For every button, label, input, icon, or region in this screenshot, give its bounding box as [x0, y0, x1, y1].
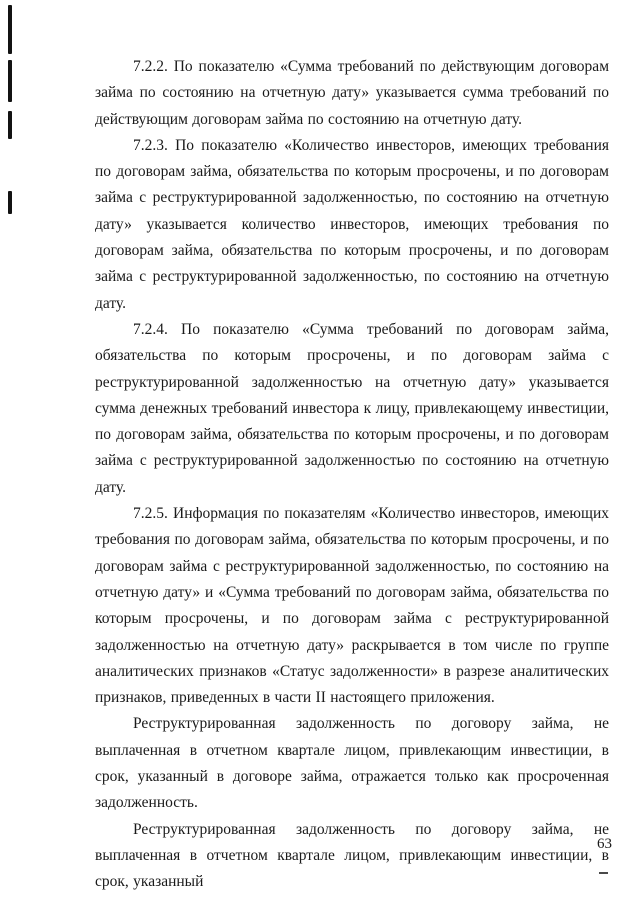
- page-content: [95, 54, 609, 896]
- scan-artifact: [8, 5, 12, 54]
- paragraph-7-2-5: 7.2.5. Информация по показателям «Количество инвесторов, имеющих требования по договорам займа, обязательства по которым просрочены, и по договорам займа с реструктурированной задолженностью, по состоянию на отчетную дату» и «Сумма требований по договорам займа, обязательства по которым просрочены, и по договорам займа с реструктурированной задолженностью на отчетную дату» раскрывается в том числе по группе аналитических признаков «Статус задолженности» в разрезе аналитических признаков, приведенных в части II настоящего приложения.: [95, 505, 609, 707]
- paragraph-restructured-debt-2: Реструктурированная задолженность по договору займа, не выплаченная в отчетном квартале лицом, привлекающим инвестиции, в срок, указанный: [95, 820, 609, 891]
- scan-artifact-dash: [599, 872, 608, 874]
- scan-artifact: [8, 60, 12, 102]
- page-number: 63: [597, 836, 612, 852]
- paragraph-7-2-3: 7.2.3. По показателю «Количество инвесторов, имеющих требования по договорам займа, обязательства по которым просрочены, и по договорам займа с реструктурированной задолженностью, по состоянию на отчетную дату» указывается количество инвесторов, имеющих требования по договорам займа, обязательства по которым просрочены, и по договорам займа с реструктурированной задолженностью, по состоянию на отчетную дату.: [95, 136, 609, 312]
- scan-artifact: [8, 111, 12, 139]
- paragraph-restructured-debt-1: Реструктурированная задолженность по договору займа, не выплаченная в отчетном квартале лицом, привлекающим инвестиции, в срок, указанный в договоре займа, отражается только как просроченная задолженность.: [95, 715, 609, 812]
- paragraph-7-2-4: 7.2.4. По показателю «Сумма требований по договорам займа, обязательства по которым просрочены, и по договорам займа с реструктурированной задолженностью на отчетную дату» указывается сумма денежных требований инвестора к лицу, привлекающему инвестиции, по договорам займа, обязательства по которым просрочены, и по договорам займа с реструктурированной задолженностью по состоянию на отчетную дату.: [95, 320, 609, 496]
- paragraph-7-2-2: 7.2.2. По показателю «Сумма требований по действующим договорам займа по состоянию на отчетную дату» указывается сумма требований по действующим договорам займа по состоянию на отчетную дату.: [95, 58, 609, 128]
- scan-artifact: [8, 191, 12, 214]
